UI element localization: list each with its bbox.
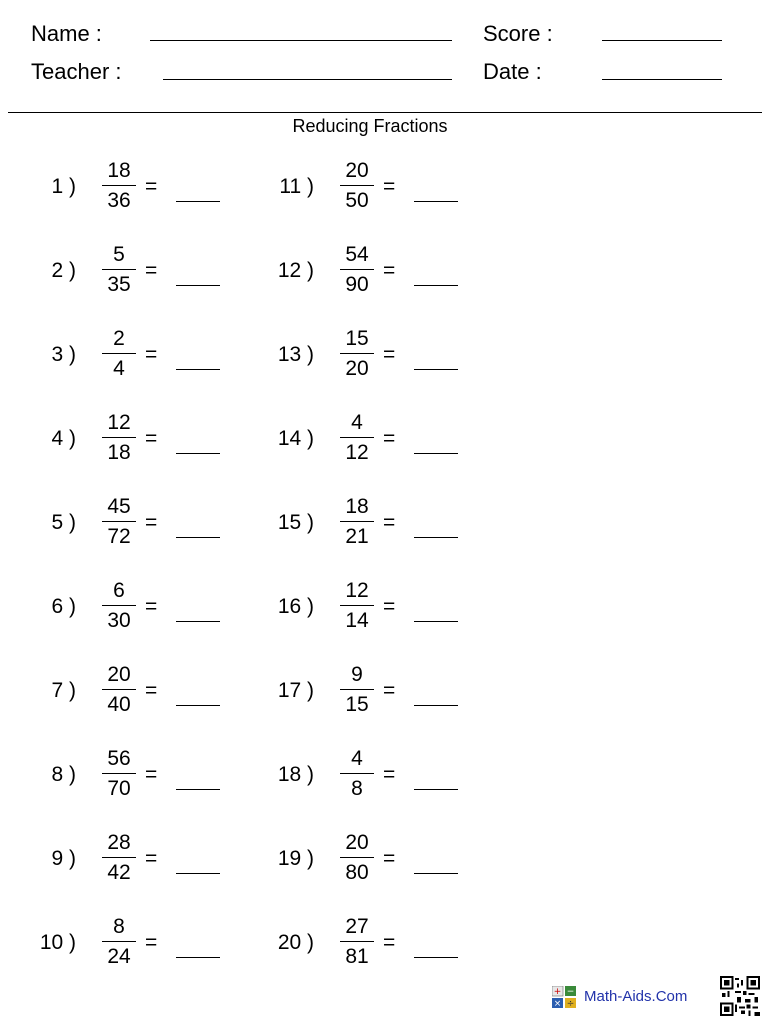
problem-number: 8 ) [51,763,76,786]
answer-blank[interactable] [176,453,220,454]
problem-number: 2 ) [51,259,76,282]
fraction-bar [340,437,374,438]
fraction [340,242,374,297]
numerator: 28 [107,831,131,854]
denominator: 40 [107,693,131,716]
numerator: 18 [107,159,131,182]
numerator: 6 [113,579,125,602]
problem-item [238,911,476,971]
score-label: Score : [483,21,553,46]
problem-number: 4 ) [51,427,76,450]
worksheet-title: Reducing Fractions [292,116,448,136]
date-field[interactable] [602,79,722,80]
answer-blank[interactable] [414,789,458,790]
score-field[interactable] [602,40,722,41]
problem-number: 13 ) [277,343,314,366]
problem-number: 20 ) [277,931,314,954]
answer-blank[interactable] [176,621,220,622]
svg-text:×: × [553,999,562,1008]
numerator: 12 [107,411,131,434]
fraction-bar [102,605,136,606]
answer-blank[interactable] [176,789,220,790]
numerator: 27 [345,915,369,938]
answer-blank[interactable] [176,873,220,874]
problem-item [238,491,476,551]
equals-sign: = [145,175,158,198]
fraction-bar [340,941,374,942]
fraction-bar [340,689,374,690]
equals-sign: = [145,931,158,954]
problem-number: 12 ) [277,259,314,282]
denominator: 24 [107,945,131,968]
numerator: 20 [345,159,369,182]
equals-sign: = [145,847,158,870]
problem-item [238,575,476,635]
svg-text:+: + [553,987,562,997]
equals-sign: = [383,343,396,366]
name-field[interactable] [150,40,452,41]
problem-item [238,407,476,467]
denominator: 72 [107,525,131,548]
equals-sign: = [145,343,158,366]
problem-item [0,491,238,551]
numerator: 20 [345,831,369,854]
equals-sign: = [383,511,396,534]
problem-number: 18 ) [277,763,314,786]
fraction [340,746,374,801]
fraction [102,830,136,885]
denominator: 36 [107,189,131,212]
fraction [102,326,136,381]
denominator: 21 [345,525,369,548]
problem-number: 3 ) [51,343,76,366]
equals-sign: = [383,427,396,450]
fraction [102,662,136,717]
problem-item [0,575,238,635]
numerator: 9 [351,663,363,686]
problem-item [0,659,238,719]
problem-item [0,239,238,299]
fraction [340,326,374,381]
fraction-bar [102,185,136,186]
fraction [340,662,374,717]
problem-item [238,155,476,215]
fraction-bar [102,857,136,858]
equals-sign: = [145,763,158,786]
svg-text:÷: ÷ [566,999,575,1008]
teacher-label: Teacher : [31,59,122,84]
numerator: 18 [345,495,369,518]
answer-blank[interactable] [414,873,458,874]
problem-item [0,911,238,971]
problem-number: 17 ) [277,679,314,702]
denominator: 80 [345,861,369,884]
teacher-field[interactable] [163,79,452,80]
numerator: 56 [107,747,131,770]
problem-item [238,323,476,383]
problem-number: 5 ) [51,511,76,534]
denominator: 81 [345,945,369,968]
answer-blank[interactable] [414,285,458,286]
fraction [102,494,136,549]
denominator: 35 [107,273,131,296]
problem-number: 15 ) [277,511,314,534]
problem-number: 9 ) [51,847,76,870]
fraction [102,158,136,213]
fraction [102,410,136,465]
denominator: 18 [107,441,131,464]
problem-number: 10 ) [39,931,76,954]
fraction [340,830,374,885]
denominator: 42 [107,861,131,884]
name-label: Name : [31,21,102,46]
fraction [102,746,136,801]
fraction-bar [340,605,374,606]
problem-item [238,239,476,299]
brand-link[interactable]: Math-Aids.Com [584,988,688,1005]
problem-number: 6 ) [51,595,76,618]
denominator: 50 [345,189,369,212]
equals-sign: = [145,427,158,450]
problem-item [0,827,238,887]
fraction-bar [340,269,374,270]
equals-sign: = [383,595,396,618]
equals-sign: = [145,595,158,618]
equals-sign: = [383,763,396,786]
qr-code-icon [720,976,760,1016]
fraction-bar [340,521,374,522]
fraction [102,578,136,633]
numerator: 54 [345,243,369,266]
answer-blank[interactable] [414,201,458,202]
fraction-bar [340,353,374,354]
fraction-bar [102,941,136,942]
denominator: 15 [345,693,369,716]
problem-number: 14 ) [277,427,314,450]
answer-blank[interactable] [176,537,220,538]
denominator: 90 [345,273,369,296]
answer-blank[interactable] [176,369,220,370]
equals-sign: = [145,679,158,702]
header-divider [8,112,762,113]
problem-item [238,743,476,803]
fraction-bar [340,857,374,858]
denominator: 70 [107,777,131,800]
equals-sign: = [145,259,158,282]
answer-blank[interactable] [176,285,220,286]
fraction-bar [102,353,136,354]
equals-sign: = [383,175,396,198]
fraction-bar [102,437,136,438]
problem-item [0,323,238,383]
fraction-bar [340,185,374,186]
answer-blank[interactable] [176,201,220,202]
denominator: 4 [113,357,125,380]
equals-sign: = [383,931,396,954]
problem-item [0,743,238,803]
numerator: 45 [107,495,131,518]
equals-sign: = [383,679,396,702]
numerator: 8 [113,915,125,938]
fraction-bar [102,773,136,774]
fraction-bar [102,269,136,270]
problem-number: 16 ) [277,595,314,618]
denominator: 20 [345,357,369,380]
fraction [340,158,374,213]
date-label: Date : [483,59,542,84]
fraction-bar [102,689,136,690]
denominator: 30 [107,609,131,632]
numerator: 20 [107,663,131,686]
answer-blank[interactable] [176,705,220,706]
answer-blank[interactable] [414,705,458,706]
fraction [340,410,374,465]
problem-number: 19 ) [277,847,314,870]
problem-number: 11 ) [279,175,314,198]
math-aids-logo-icon [552,986,576,1008]
answer-blank[interactable] [414,369,458,370]
answer-blank[interactable] [176,957,220,958]
equals-sign: = [383,847,396,870]
fraction [340,578,374,633]
problem-number: 1 ) [51,175,76,198]
numerator: 5 [113,243,125,266]
fraction [102,914,136,969]
fraction-bar [340,773,374,774]
problem-item [0,407,238,467]
denominator: 14 [345,609,369,632]
answer-blank[interactable] [414,537,458,538]
numerator: 2 [113,327,125,350]
svg-text:−: − [566,987,575,997]
answer-blank[interactable] [414,621,458,622]
problem-item [238,827,476,887]
equals-sign: = [145,511,158,534]
fraction [102,242,136,297]
numerator: 4 [351,411,363,434]
answer-blank[interactable] [414,957,458,958]
numerator: 4 [351,747,363,770]
fraction [340,494,374,549]
denominator: 8 [351,777,363,800]
numerator: 12 [345,579,369,602]
problem-item [238,659,476,719]
answer-blank[interactable] [414,453,458,454]
denominator: 12 [345,441,369,464]
equals-sign: = [383,259,396,282]
fraction-bar [102,521,136,522]
numerator: 15 [345,327,369,350]
problem-number: 7 ) [51,679,76,702]
fraction [340,914,374,969]
problem-item [0,155,238,215]
